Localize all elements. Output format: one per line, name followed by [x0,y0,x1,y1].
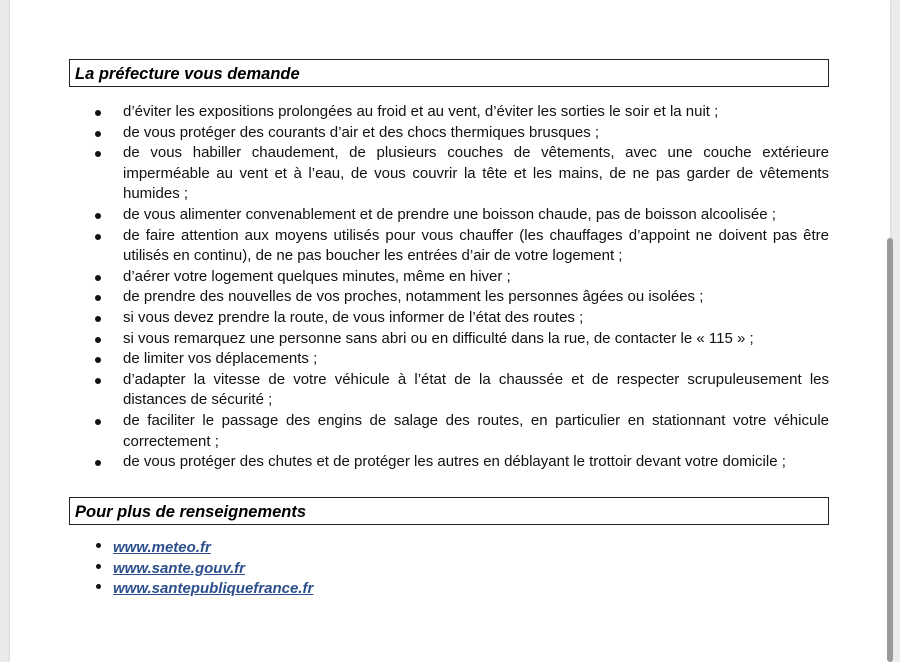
list-item: de vous protéger des courants d’air et des chocs thermiques brusques ; [123,123,829,144]
list-item: d’adapter la vitesse de votre véhicule à l’état de la chaussée et de respecter scrupuleusement les distances de sécurité ; [123,370,829,411]
info-links-list [113,538,313,600]
list-item: d’aérer votre logement quelques minutes, même en hiver ; [123,267,829,288]
list-item: si vous devez prendre la route, de vous informer de l’état des routes ; [123,308,829,329]
list-item: si vous remarquez une personne sans abri ou en difficulté dans la rue, de contacter le « 115 » ; [123,329,829,350]
link-item [113,559,313,580]
link-meteo[interactable]: www.meteo.fr [113,539,211,556]
link-item [113,538,313,559]
recommendations-list [123,102,829,473]
link-sante-gouv[interactable]: www.sante.gouv.fr [113,559,245,577]
link-sante-publique-france[interactable]: www.santepubliquefrance.fr [113,580,314,597]
list-item: de limiter vos déplacements ; [123,349,829,370]
list-item: d’éviter les expositions prolongées au froid et au vent, d’éviter les sorties le soir et la nuit ; [123,102,829,123]
scrollbar-thumb[interactable] [887,238,893,662]
section-header-prefecture: La préfecture vous demande [69,59,829,87]
section-header-more-info: Pour plus de renseignements [69,497,829,525]
list-item: de faciliter le passage des engins de salage des routes, en particulier en stationnant votre véhicule correctement ; [123,411,829,452]
list-item: de prendre des nouvelles de vos proches, notamment les personnes âgées ou isolées ; [123,287,829,308]
list-item: de vous habiller chaudement, de plusieurs couches de vêtements, avec une couche extérieure imperméable au vent et à l’eau, de vous couvrir la tête et les mains, de ne pas garder de vêtements humides ; [123,143,829,205]
list-item: de faire attention aux moyens utilisés pour vous chauffer (les chauffages d’appoint ne doivent pas être utilisés en continu), de ne pas boucher les entrées d’air de votre logement ; [123,226,829,267]
list-item: de vous alimenter convenablement et de prendre une boisson chaude, pas de boisson alcoolisée ; [123,205,829,226]
list-item: de vous protéger des chutes et de protéger les autres en déblayant le trottoir devant votre domicile ; [123,452,829,473]
link-item [113,579,313,600]
